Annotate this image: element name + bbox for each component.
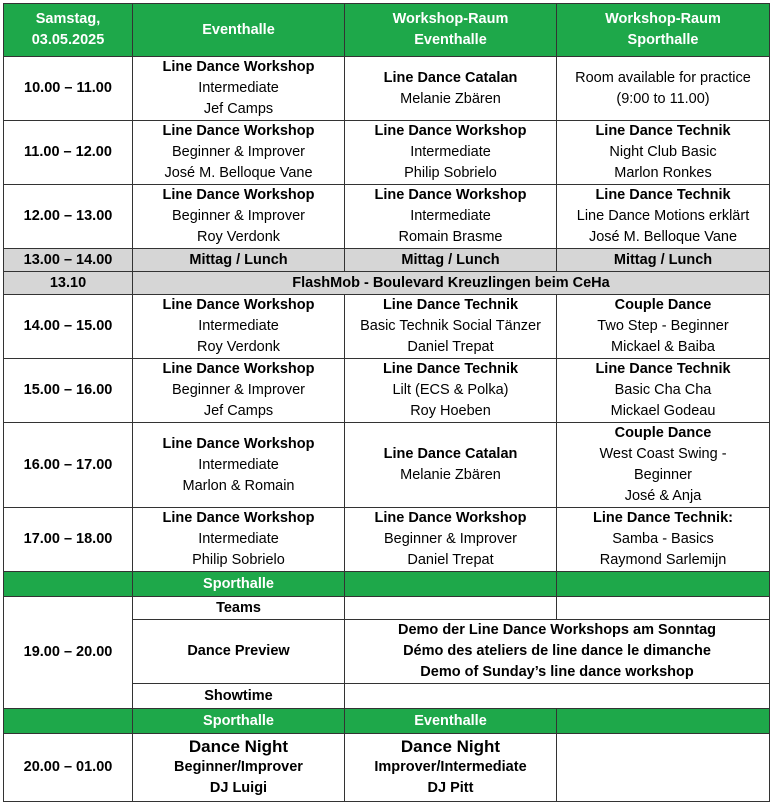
session-cell: Couple Dance West Coast Swing - Beginner José & Anja (557, 423, 770, 508)
session-cell: Line Dance Workshop Intermediate Jef Camps (133, 57, 345, 121)
time-cell: 16.00 – 17.00 (4, 423, 133, 508)
header-date: Samstag, 03.05.2025 (4, 4, 133, 57)
table-row (4, 185, 770, 249)
time-cell: 19.00 – 20.00 (4, 597, 133, 709)
session-cell: Line Dance Catalan Melanie Zbären (345, 57, 557, 121)
time-cell: 10.00 – 11.00 (4, 57, 133, 121)
time-cell: 14.00 – 15.00 (4, 295, 133, 359)
session-cell: Line Dance Workshop Intermediate Roy Verdonk (133, 295, 345, 359)
evening-venue-row (4, 572, 770, 597)
demo-cell: Demo der Line Dance Workshops am Sonntag Démo des ateliers de line dance le dimanche Demo of Sunday’s line dance workshop (345, 620, 770, 684)
lunch-cell: Mittag / Lunch (345, 249, 557, 272)
session-cell: Line Dance Workshop Beginner & Improver Roy Verdonk (133, 185, 345, 249)
empty-cell (345, 597, 557, 620)
table-row (4, 121, 770, 185)
empty-cell (345, 572, 557, 597)
session-cell: Line Dance Workshop Intermediate Philip Sobrielo (133, 508, 345, 572)
empty-cell (557, 572, 770, 597)
lunch-cell: Mittag / Lunch (133, 249, 345, 272)
night-venue-row (4, 709, 770, 734)
session-cell: Line Dance Workshop Beginner & Improver Daniel Trepat (345, 508, 557, 572)
flashmob-cell: FlashMob - Boulevard Kreuzlingen beim CeHa (133, 272, 770, 295)
table-row (4, 295, 770, 359)
teams-cell: Teams (133, 597, 345, 620)
venue-label-sporthalle: Sporthalle (133, 572, 345, 597)
time-cell: 20.00 – 01.00 (4, 734, 133, 802)
schedule-table (3, 3, 770, 802)
table-row (4, 423, 770, 508)
header-eventhalle: Eventhalle (133, 4, 345, 57)
dance-night-eventhalle: Dance Night Improver/Intermediate DJ Pitt (345, 734, 557, 802)
header-workshop-eventhalle: Workshop-Raum Eventhalle (345, 4, 557, 57)
lunch-row (4, 249, 770, 272)
session-cell: Line Dance Technik Line Dance Motions erklärt José M. Belloque Vane (557, 185, 770, 249)
session-cell: Line Dance Workshop Intermediate Philip Sobrielo (345, 121, 557, 185)
session-cell: Line Dance Technik: Samba - Basics Raymond Sarlemijn (557, 508, 770, 572)
time-cell: 17.00 – 18.00 (4, 508, 133, 572)
dance-night-sporthalle: Dance Night Beginner/Improver DJ Luigi (133, 734, 345, 802)
time-cell: 11.00 – 12.00 (4, 121, 133, 185)
time-cell: 13.10 (4, 272, 133, 295)
empty-cell (4, 709, 133, 734)
time-cell: 12.00 – 13.00 (4, 185, 133, 249)
time-cell: 15.00 – 16.00 (4, 359, 133, 423)
table-row (4, 359, 770, 423)
flashmob-row (4, 272, 770, 295)
session-cell: Line Dance Workshop Intermediate Romain Brasme (345, 185, 557, 249)
table-row (4, 57, 770, 121)
session-cell: Line Dance Technik Basic Technik Social Tänzer Daniel Trepat (345, 295, 557, 359)
table-row (4, 508, 770, 572)
lunch-cell: Mittag / Lunch (557, 249, 770, 272)
session-cell: Line Dance Workshop Beginner & Improver José M. Belloque Vane (133, 121, 345, 185)
venue-label-eventhalle: Eventhalle (345, 709, 557, 734)
empty-cell (557, 709, 770, 734)
empty-cell (4, 572, 133, 597)
empty-cell (557, 597, 770, 620)
showtime-cell: Showtime (133, 684, 345, 709)
teams-row (4, 597, 770, 620)
dance-night-row (4, 734, 770, 802)
session-cell: Line Dance Technik Night Club Basic Marlon Ronkes (557, 121, 770, 185)
venue-label-sporthalle: Sporthalle (133, 709, 345, 734)
session-cell: Line Dance Workshop Intermediate Marlon & Romain (133, 423, 345, 508)
session-cell: Line Dance Catalan Melanie Zbären (345, 423, 557, 508)
session-cell: Couple Dance Two Step - Beginner Mickael & Baiba (557, 295, 770, 359)
empty-cell (345, 684, 770, 709)
session-cell: Line Dance Workshop Beginner & Improver Jef Camps (133, 359, 345, 423)
session-cell: Line Dance Technik Basic Cha Cha Mickael Godeau (557, 359, 770, 423)
session-cell: Line Dance Technik Lilt (ECS & Polka) Roy Hoeben (345, 359, 557, 423)
session-cell: Room available for practice (9:00 to 11.00) (557, 57, 770, 121)
dance-preview-cell: Dance Preview (133, 620, 345, 684)
header-workshop-sporthalle: Workshop-Raum Sporthalle (557, 4, 770, 57)
header-row (4, 4, 770, 57)
empty-cell (557, 734, 770, 802)
time-cell: 13.00 – 14.00 (4, 249, 133, 272)
